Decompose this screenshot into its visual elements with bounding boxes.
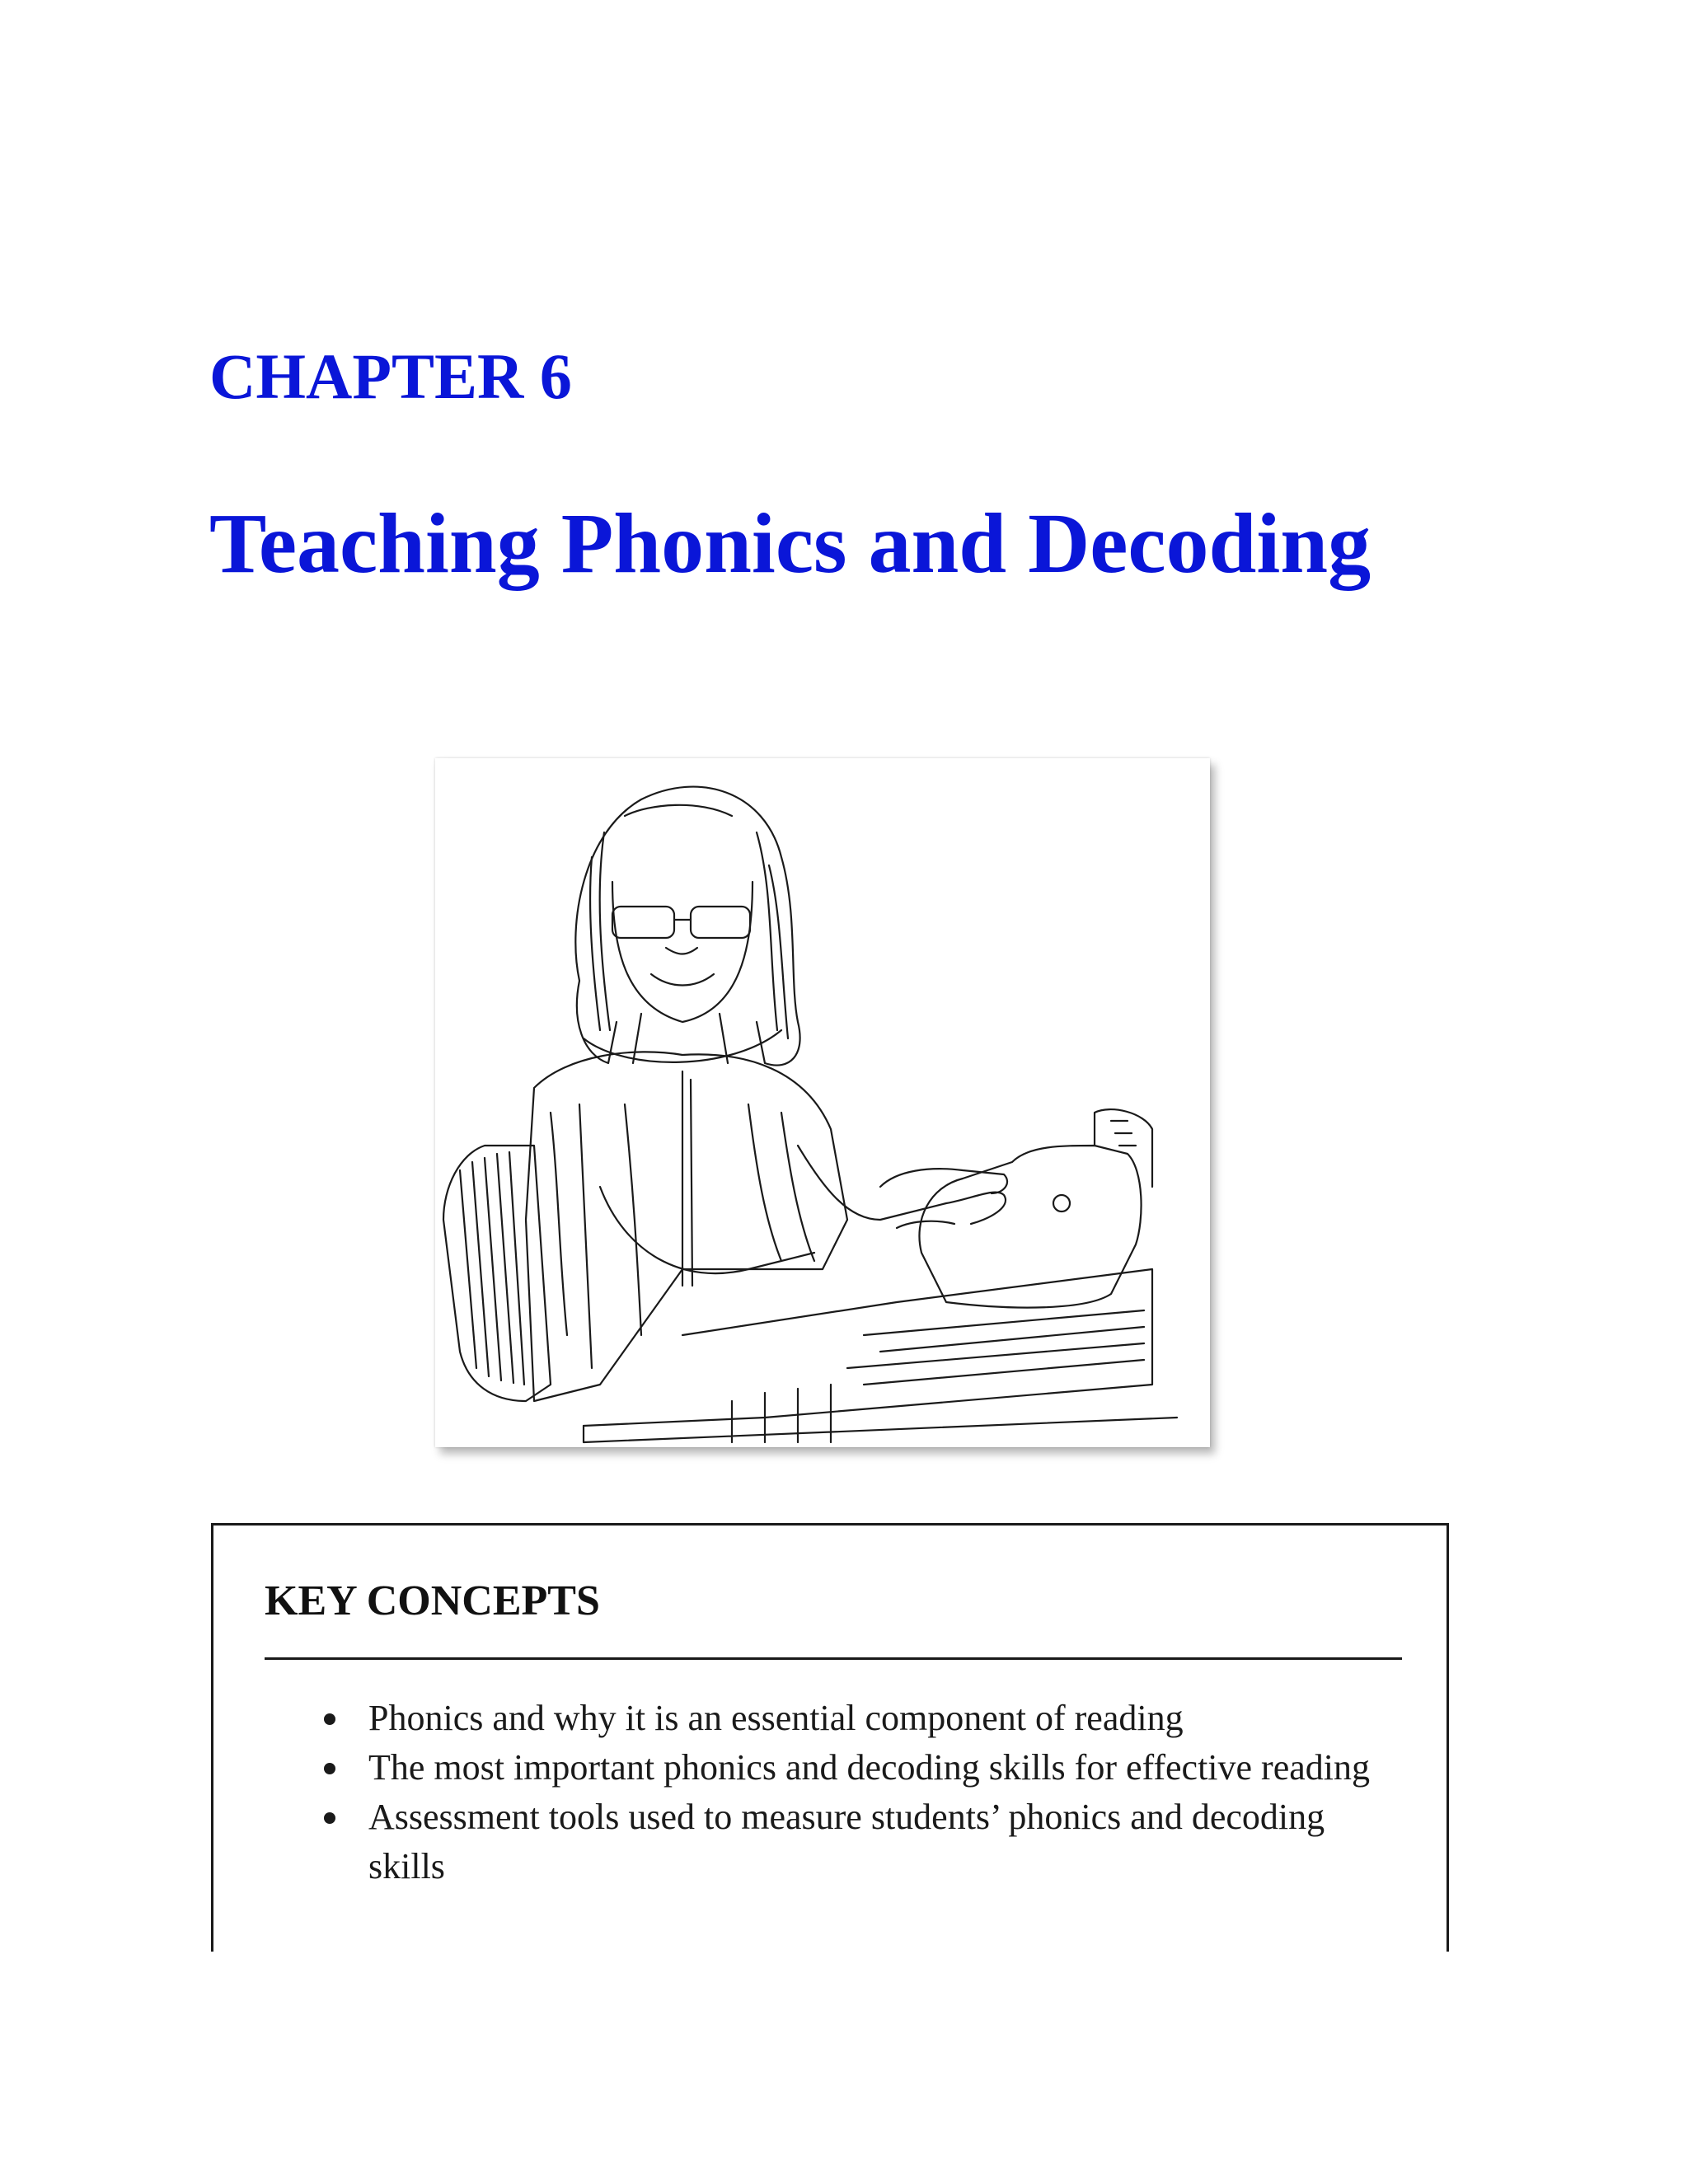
chapter-illustration [435, 758, 1210, 1447]
chair-back [443, 1146, 551, 1401]
face [612, 882, 753, 1022]
list-item [316, 1694, 1387, 1743]
list-item-text: Phonics and why it is an essential component of reading [368, 1698, 1184, 1738]
list-item [316, 1743, 1387, 1793]
right-arm [798, 1146, 1006, 1224]
bullet-icon [324, 1812, 335, 1824]
woman-at-braille-writer-illustration [435, 758, 1210, 1447]
list-item [316, 1793, 1387, 1891]
key-concepts-box [211, 1523, 1449, 1952]
glasses-left-lens [612, 907, 674, 938]
table [584, 1269, 1152, 1426]
sweater [526, 1052, 847, 1401]
bullet-icon [324, 1713, 335, 1725]
list-item-text: Assessment tools used to measure students’ phonics and decoding skills [368, 1797, 1325, 1886]
chapter-label: CHAPTER 6 [209, 340, 572, 412]
key-concepts-divider [265, 1657, 1402, 1660]
list-item-text: The most important phonics and decoding skills for effective reading [368, 1747, 1370, 1788]
glasses-right-lens [691, 907, 750, 938]
chapter-title: Teaching Phonics and Decoding [209, 496, 1372, 591]
key-concepts-heading: KEY CONCEPTS [265, 1577, 600, 1624]
braille-writer-knob [1053, 1195, 1070, 1212]
key-concepts-list [316, 1694, 1387, 1891]
bullet-icon [324, 1763, 335, 1774]
